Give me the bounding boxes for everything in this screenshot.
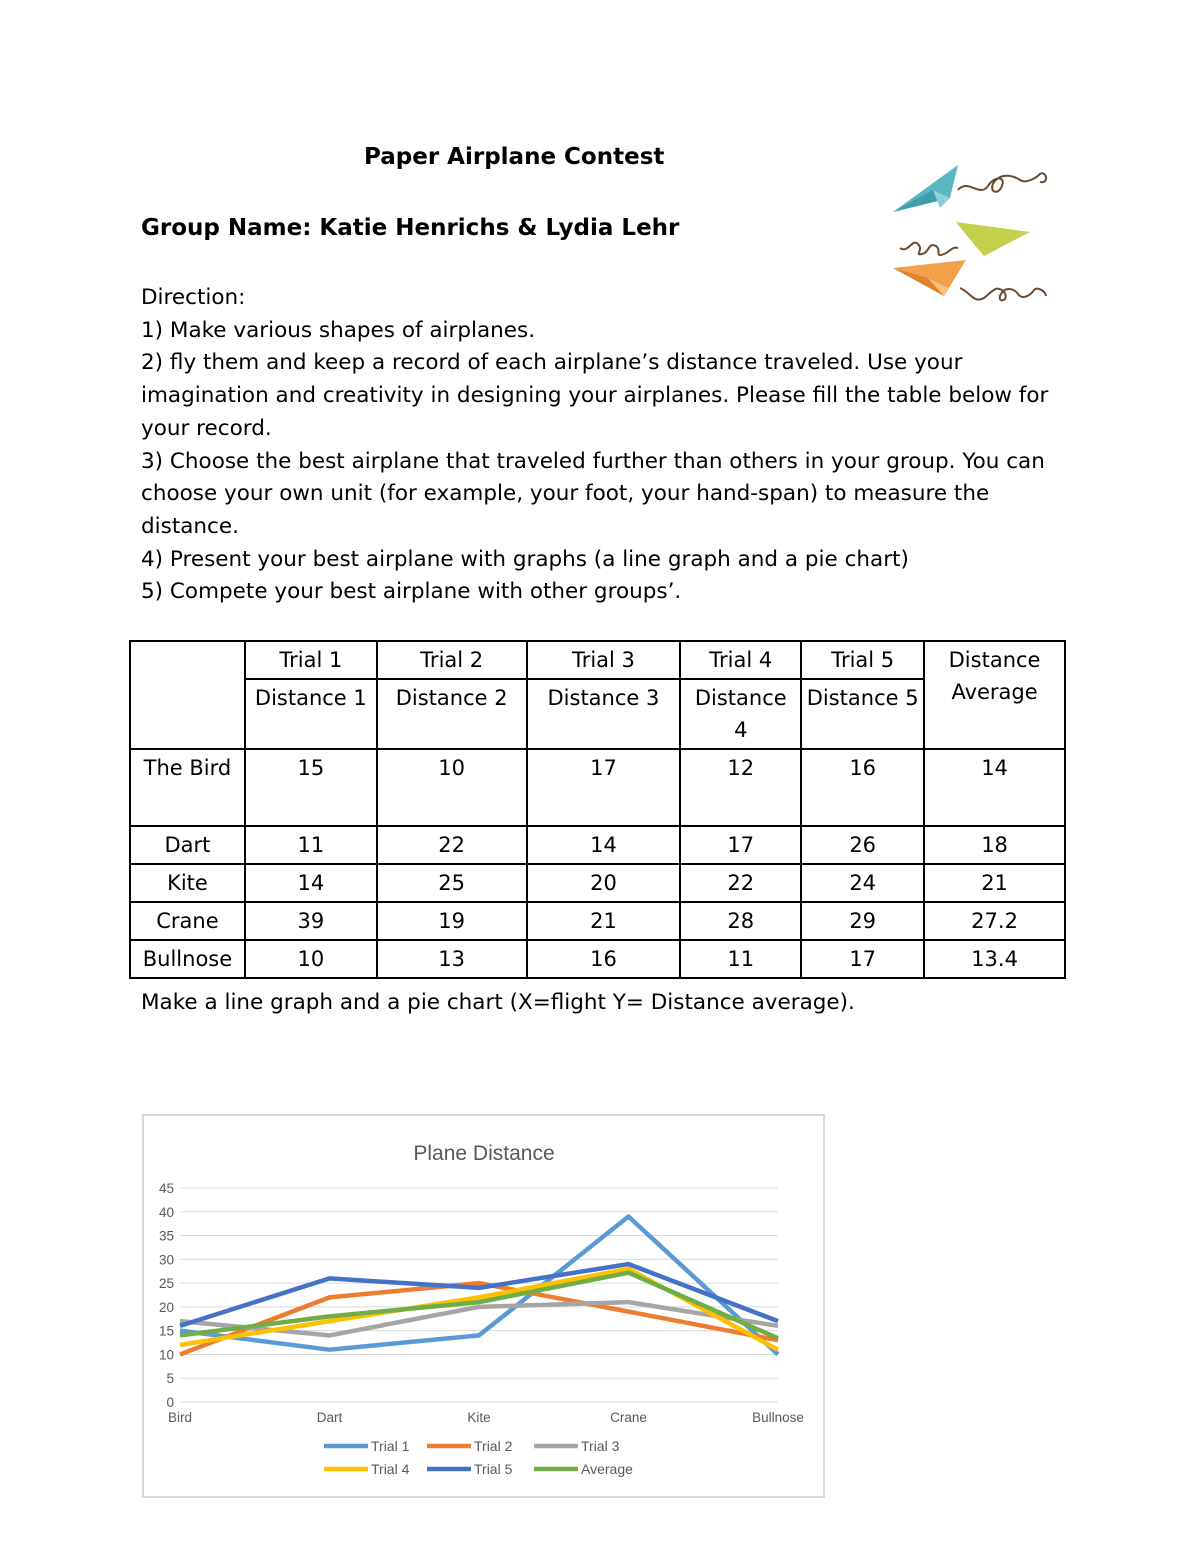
average-cell: 18 <box>924 826 1065 864</box>
distance-cell: 11 <box>245 826 377 864</box>
y-tick-label: 5 <box>166 1371 174 1387</box>
distance-cell: 25 <box>377 864 527 902</box>
group-name: Group Name: Katie Henrichs & Lydia Lehr <box>141 215 680 241</box>
y-axis-ticks <box>159 1181 174 1410</box>
distance-cell: 22 <box>377 826 527 864</box>
direction-step-4: 4) Present your best airplane with graphs (a line graph and a pie chart) <box>141 546 909 572</box>
x-tick-label: Kite <box>467 1410 491 1425</box>
distance-cell: 17 <box>527 749 681 826</box>
distance-cell: 16 <box>527 940 681 978</box>
average-header: Distance Average <box>924 641 1065 749</box>
y-tick-label: 40 <box>158 1204 174 1220</box>
distance-cell: 10 <box>377 749 527 826</box>
average-cell: 27.2 <box>924 902 1065 940</box>
distance-cell: 29 <box>801 902 924 940</box>
chart-gridlines <box>180 1188 778 1402</box>
y-tick-label: 20 <box>158 1299 174 1315</box>
distance-cell: 13 <box>377 940 527 978</box>
legend-label: Trial 3 <box>581 1438 620 1454</box>
teal-airplane-icon <box>893 165 1046 212</box>
legend-label: Trial 5 <box>474 1461 513 1477</box>
y-tick-label: 25 <box>158 1276 174 1292</box>
distance-cell: 17 <box>801 940 924 978</box>
y-tick-label: 15 <box>158 1323 174 1339</box>
legend-label: Average <box>581 1461 633 1477</box>
distance-cell: 11 <box>680 940 801 978</box>
direction-step-3: 3) Choose the best airplane that traveled further than others in your group. You can choose your own unit (for example, your foot, your hand-span) to measure the distance. <box>141 448 1045 539</box>
x-tick-label: Dart <box>316 1410 343 1425</box>
trial-header: Trial 1 <box>245 641 377 679</box>
distance-cell: 15 <box>245 749 377 826</box>
chart-title: Plane Distance <box>413 1142 555 1165</box>
direction-step-1: 1) Make various shapes of airplanes. <box>141 317 536 343</box>
direction-step-5: 5) Compete your best airplane with other groups’. <box>141 579 682 605</box>
trial-header: Trial 3 <box>527 641 681 679</box>
x-tick-label: Bird <box>167 1410 193 1425</box>
table-header-row <box>130 641 1065 679</box>
average-cell: 21 <box>924 864 1065 902</box>
x-tick-label: Crane <box>610 1410 647 1425</box>
line-chart-svg <box>144 1116 823 1496</box>
distance-header: Distance 2 <box>377 679 527 749</box>
airplane-name: Dart <box>130 826 245 864</box>
line-chart <box>142 1114 825 1498</box>
x-tick-label: Bullnose <box>752 1410 804 1425</box>
y-tick-label: 0 <box>166 1395 174 1410</box>
airplane-name: Crane <box>130 902 245 940</box>
distance-cell: 20 <box>527 864 681 902</box>
legend-label: Trial 4 <box>371 1461 410 1477</box>
distance-cell: 10 <box>245 940 377 978</box>
chart-series <box>180 1217 778 1355</box>
legend-label: Trial 2 <box>474 1438 513 1454</box>
distance-cell: 28 <box>680 902 801 940</box>
table-row <box>130 864 1065 902</box>
direction-label: Direction: <box>141 285 246 310</box>
distance-cell: 14 <box>527 826 681 864</box>
distance-header: Distance 3 <box>527 679 681 749</box>
table-row <box>130 749 1065 826</box>
distance-header: Distance 5 <box>801 679 924 749</box>
results-table <box>129 640 1066 979</box>
direction-step-2: 2) fly them and keep a record of each airplane’s distance traveled. Use your imagination and creativity in designing your airplanes. Please fill the table below for your record. <box>141 350 1049 441</box>
table-row <box>130 826 1065 864</box>
distance-cell: 17 <box>680 826 801 864</box>
trial-header: Trial 2 <box>377 641 527 679</box>
average-cell: 13.4 <box>924 940 1065 978</box>
graph-instruction: Make a line graph and a pie chart (X=flight Y= Distance average). <box>141 990 855 1015</box>
y-tick-label: 45 <box>158 1181 174 1196</box>
distance-cell: 39 <box>245 902 377 940</box>
trial-header: Trial 5 <box>801 641 924 679</box>
distance-cell: 22 <box>680 864 801 902</box>
distance-cell: 19 <box>377 902 527 940</box>
table-row <box>130 940 1065 978</box>
distance-cell: 21 <box>527 902 681 940</box>
legend-label: Trial 1 <box>371 1438 410 1454</box>
distance-cell: 16 <box>801 749 924 826</box>
table-corner-cell <box>130 641 245 749</box>
directions <box>141 282 1071 609</box>
airplane-name: Bullnose <box>130 940 245 978</box>
trial-header: Trial 4 <box>680 641 801 679</box>
green-airplane-icon <box>900 222 1030 256</box>
distance-cell: 24 <box>801 864 924 902</box>
distance-cell: 12 <box>680 749 801 826</box>
airplane-name: The Bird <box>130 749 245 826</box>
chart-legend <box>324 1438 633 1477</box>
distance-header: Distance 4 <box>680 679 801 749</box>
x-axis-ticks <box>168 1410 804 1425</box>
document-title: Paper Airplane Contest <box>364 144 665 170</box>
y-tick-label: 30 <box>158 1252 174 1268</box>
distance-cell: 26 <box>801 826 924 864</box>
table-row <box>130 902 1065 940</box>
airplane-name: Kite <box>130 864 245 902</box>
y-tick-label: 10 <box>158 1347 174 1363</box>
y-tick-label: 35 <box>158 1228 174 1244</box>
average-cell: 14 <box>924 749 1065 826</box>
distance-cell: 14 <box>245 864 377 902</box>
distance-header: Distance 1 <box>245 679 377 749</box>
